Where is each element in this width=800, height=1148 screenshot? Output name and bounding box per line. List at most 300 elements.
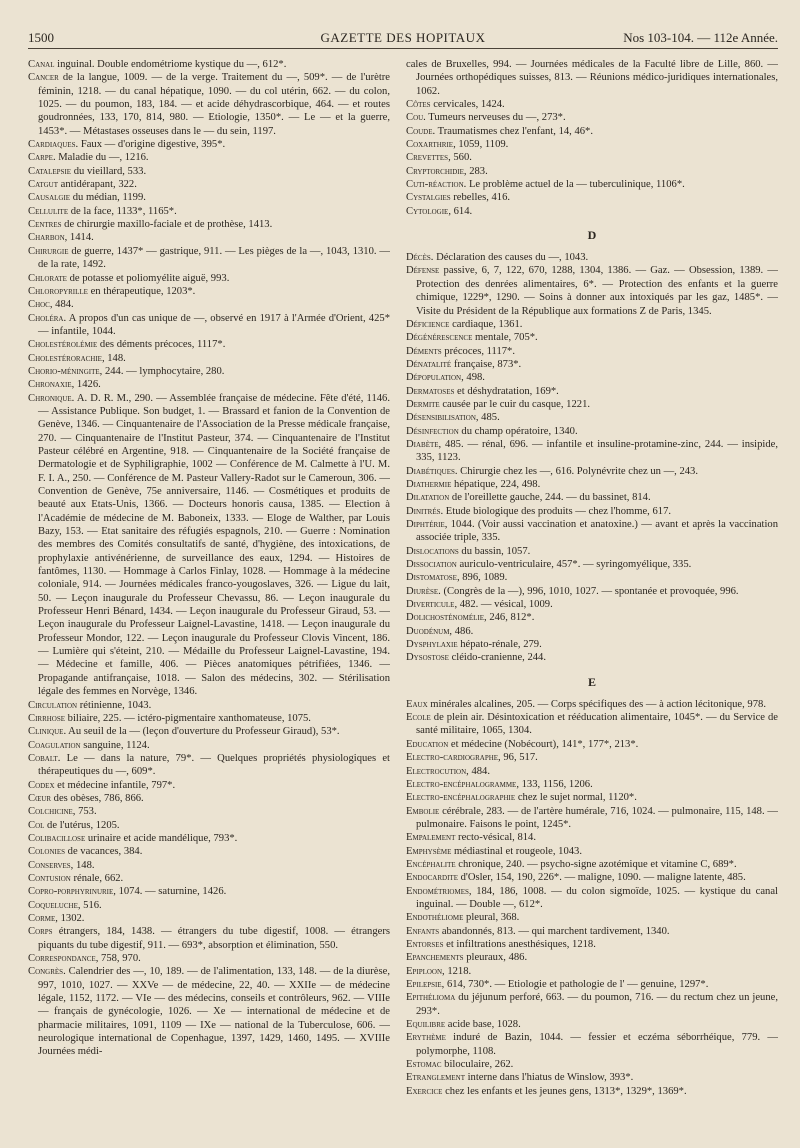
index-references: et médecine (Nobécourt), 141*, 177*, 213*. — [448, 738, 639, 750]
index-term: Déficience — [406, 318, 450, 330]
index-references: cales de Bruxelles, 994. — Journées médicales de la Faculté libre de Lille, 860. — Journées orthopédiques suisses, 813. — Réunions médico-juridiques internationales, 1062. — [406, 59, 778, 97]
index-references: sanguine, 1124. — [80, 739, 150, 751]
index-term: Electro-cardiographe, — [406, 752, 501, 764]
index-references: rebelles, 416. — [450, 192, 511, 204]
index-references: pleural, 368. — [463, 912, 520, 924]
index-term: Décès. — [406, 252, 434, 264]
index-term: Coqueluche, — [28, 899, 81, 911]
index-references: 753. — [75, 806, 97, 818]
index-entry — [406, 571, 778, 584]
index-term: Epanchements — [406, 952, 464, 964]
index-references: 184, 186, 1008. — du colon sigmoïde, 1025. — kystique du canal inguinal. — Double —, 612*. — [416, 885, 778, 910]
index-references: mentale, 705*. — [472, 332, 538, 344]
index-references: et déshydratation, 169*. — [454, 385, 559, 397]
index-entry — [406, 358, 778, 371]
index-term: Choléra. — [28, 312, 67, 324]
index-references: du bassin, 1057. — [458, 545, 531, 557]
index-term: Dilatation — [406, 492, 450, 504]
index-entry — [28, 819, 390, 832]
index-references: et médecine infantile, 797*. — [54, 779, 176, 791]
index-entry — [406, 545, 778, 558]
index-references: du champ opératoire, 1340. — [458, 425, 578, 437]
index-term: Dysostose — [406, 652, 449, 664]
index-entry — [406, 191, 778, 204]
index-term: Défense — [406, 265, 440, 277]
index-references: Etude biologique des produits — chez l'homme, 617. — [443, 505, 672, 517]
index-entry — [28, 739, 390, 752]
journal-title: GAZETTE DES HOPITAUX — [320, 30, 486, 45]
index-references: 1414. — [67, 232, 94, 244]
index-references: 482. — vésical, 1009. — [457, 599, 553, 611]
index-references: chronique, 240. — psycho-signe azotémique et vitamine C, 689*. — [455, 858, 737, 870]
index-references: 485. — rénal, 696. — infantile et insuline-protamine-zinc, 244. — insipide, 335, 1123. — [416, 438, 778, 464]
index-entry — [406, 1018, 778, 1031]
index-references: des déments précoces, 1117*. — [97, 339, 226, 351]
index-term: Contusion — [28, 872, 71, 884]
index-references: Chirurgie chez les —, 616. Polynévrite chez un —, 243. — [457, 465, 698, 477]
index-term: Dermite — [406, 398, 440, 410]
index-term: Endocardite — [406, 872, 458, 884]
index-term: Cystalgies — [406, 192, 451, 204]
index-entry — [28, 165, 390, 178]
index-references: de vacances, 384. — [65, 846, 143, 858]
index-entry — [406, 805, 778, 832]
index-term: Chronaxie, — [28, 379, 75, 391]
index-term: Colibacillose — [28, 832, 86, 844]
index-entry — [28, 925, 390, 952]
index-references: Au seuil de la — (leçon d'ouverture du Professeur Giraud), 53*. — [66, 726, 340, 738]
index-entry — [28, 178, 390, 191]
index-references: 486. — [452, 625, 474, 637]
index-entry — [28, 392, 390, 699]
index-references: 148. — [104, 352, 126, 364]
index-references: 485. — [478, 412, 500, 424]
index-references: acide base, 1028. — [445, 1019, 521, 1031]
index-entry — [406, 598, 778, 611]
index-term: Epilepsie, — [406, 979, 445, 990]
index-references: 244. — lymphocytaire, 280. — [102, 365, 225, 377]
index-entry — [28, 245, 390, 272]
index-entry — [28, 899, 390, 912]
index-entry — [406, 711, 778, 738]
index-term: Centres — [28, 219, 62, 231]
index-term: Désensibilisation, — [406, 412, 479, 424]
index-term: Diathermie — [406, 478, 452, 490]
index-term: Clinique. — [28, 726, 67, 738]
index-references: d'Osler, 154, 190, 226*. — maligne, 1090. — maligne latente, 485. — [457, 872, 746, 884]
index-entry — [28, 312, 390, 339]
index-references: biloculaire, 262. — [441, 1059, 514, 1071]
section-letter-e: E — [587, 674, 596, 689]
index-references: 1059, 1109. — [455, 139, 509, 151]
index-references: interne dans l'hiatus de Winslow, 393*. — [464, 1072, 634, 1084]
index-entry — [28, 352, 390, 365]
index-entry — [28, 952, 390, 965]
index-term: Electrocution, — [406, 765, 469, 777]
index-entry — [406, 938, 778, 951]
index-term: Eaux — [406, 698, 428, 710]
index-entry — [406, 558, 778, 571]
index-term: Côtes — [406, 99, 431, 111]
index-references: passive, 6, 7, 122, 670, 1288, 1304, 1386. — Gaz. — Obsession, 1389. — Protection des denrées alimentaires, 6*. — Protection des enfants et la guerre chimique, 1229*, 1290. — Soins à donner aux intoxiqués par les gaz, 1485*. — Visite du Président de la République aux formations Z de Paris, 1345. — [416, 265, 778, 317]
index-term: Coxarthrie, — [406, 139, 456, 151]
index-term: Cholestérolémie — [28, 339, 98, 351]
right-column — [406, 58, 778, 1142]
index-term: Causalgie — [28, 192, 71, 204]
index-entry — [406, 1085, 778, 1098]
index-term: Circulation — [28, 699, 78, 711]
left-column — [28, 58, 390, 1142]
index-references: 614. — [450, 205, 473, 217]
index-term: Cancer — [28, 72, 59, 84]
index-term: Duodénum, — [406, 625, 453, 637]
index-term: Dinitrés. — [406, 505, 444, 517]
index-references: 498. — [463, 372, 485, 384]
index-references: pleuraux, 486. — [463, 952, 528, 964]
index-term: Education — [406, 738, 449, 750]
index-term: Cytologie, — [406, 205, 451, 217]
index-entry — [28, 231, 390, 244]
section-e-entries — [406, 698, 778, 1098]
index-term: Equilibre — [406, 1019, 446, 1031]
index-term: Endométriomes, — [406, 885, 472, 897]
index-references: 896, 1089. — [459, 572, 508, 584]
index-entry — [406, 491, 778, 504]
index-term: Etranglement — [406, 1072, 465, 1084]
index-term: Diabète, — [406, 438, 442, 450]
index-term: Chloropyrille — [28, 285, 88, 297]
index-term: Erythème — [406, 1032, 446, 1044]
index-references: de l'oreillette gauche, 244. — du bassinet, 814. — [449, 492, 651, 504]
index-entry — [406, 858, 778, 871]
index-entry — [406, 638, 778, 651]
index-term: Dégénérescence — [406, 332, 473, 344]
index-references: 560. — [450, 152, 472, 164]
page-number: 1500 — [28, 30, 54, 45]
index-entry — [406, 505, 778, 518]
index-entry — [406, 751, 778, 764]
index-entry — [28, 832, 390, 845]
index-entry — [406, 831, 778, 844]
index-references: rénale, 662. — [70, 872, 124, 884]
index-references: du médian, 1199. — [70, 192, 146, 204]
index-references: médiastinal et rougeole, 1043. — [451, 845, 582, 857]
index-references: cardiaque, 1361. — [449, 318, 523, 330]
index-references: Le problème actuel de la — tuberculinique, 1106*. — [466, 179, 685, 191]
index-entry — [28, 725, 390, 738]
index-entry — [28, 792, 390, 805]
index-entry — [406, 778, 778, 791]
index-entry — [28, 752, 390, 779]
index-term: Diverticule, — [406, 599, 458, 611]
index-references: (Congrès de la —), 996, 1010, 1027. — spontanée et provoquée, 996. — [440, 585, 739, 597]
index-term: Empalement — [406, 832, 456, 844]
index-references: de chirurgie maxillo-faciale et de prothèse, 1413. — [61, 219, 273, 231]
index-references: de la langue, 1009. — de la verge. Traitement du —, 509*. — de l'urètre féminin, 1218. — du canal hépatique, 1090. — du col utérin, 662. — du colon, 1025. — du poumon, 183, 184. — et acide déhydrascorbique, 464. — et routes goudronnées, 133, 170, 814, 980. — Etiologie, 1350*. — Le — et la guerre, 1453*. — Métastases osseuses dans le — du sein, 1197. — [38, 72, 390, 137]
index-references: Déclaration des causes du —, 1043. — [433, 252, 589, 264]
index-references: 614, 730*. — Etiologie et pathologie de l' — genuine, 1297*. — [444, 979, 709, 990]
index-entry — [28, 872, 390, 885]
index-term: Diphtérie, — [406, 519, 448, 530]
index-term: Cholestérorachie, — [28, 352, 105, 364]
running-header — [28, 28, 778, 49]
section-d-entries — [406, 251, 778, 665]
index-term: Dysphylaxie — [406, 639, 458, 651]
index-term: Diabétiques. — [406, 465, 458, 477]
index-entry — [28, 699, 390, 712]
index-references: 484. — [468, 765, 490, 777]
index-references: étrangers, 184, 1438. — étrangers du tube digestif, 1008. — étrangers piquants du tube digestif, 911. — 693*, absorption et élimination, 550. — [38, 926, 390, 951]
index-references: 96, 517. — [500, 752, 538, 764]
index-entry — [406, 1071, 778, 1084]
index-term: Distomatose, — [406, 572, 460, 584]
index-entry — [28, 365, 390, 378]
index-references: hépatique, 224, 498. — [451, 478, 541, 490]
index-term: Dissociation — [406, 559, 457, 571]
index-term: Colchicine, — [28, 806, 76, 818]
index-references: Tumeurs nerveuses du —, 273*. — [425, 112, 566, 124]
index-entry — [406, 58, 778, 98]
index-entry — [406, 738, 778, 751]
index-entry — [28, 805, 390, 818]
index-term: Encéphalite — [406, 858, 456, 870]
index-term: Embolie — [406, 805, 440, 817]
index-references: de l'utérus, 1205. — [44, 819, 120, 831]
index-references: cervicales, 1424. — [430, 99, 505, 111]
index-references: précoces, 1117*. — [441, 345, 515, 357]
index-references: urinaire et acide mandélique, 793*. — [85, 832, 238, 844]
index-entry — [28, 138, 390, 151]
index-term: Cœur — [28, 792, 52, 804]
index-entry — [406, 318, 778, 331]
index-references: causée par le cuir du casque, 1221. — [439, 398, 591, 410]
index-references: chez les enfants et les jeunes gens, 1313*, 1329*, 1369*. — [442, 1085, 687, 1097]
index-references: auriculo-ventriculaire, 457*. — syringomyélique, 335. — [456, 559, 692, 571]
index-entry — [406, 465, 778, 478]
index-references: biliaire, 225. — ictéro-pigmentaire xanthomateuse, 1075. — [65, 712, 311, 724]
index-entry — [28, 272, 390, 285]
index-references: Calendrier des —, 10, 189. — de l'alimentation, 133, 148. — de la diurèse, 997, 1010, 1027. — XXVe — de médecine, 22, 40. — XXIIe — de médecine légale, 1152, 1172. — VIe — des médecins, conseils et contrôleurs, 962. — VIIIe — français de gynécologie, 1026. — Xe — international de médecine et de pharmacie militaires, 1091, 1109 — IXe — national de la Tuberculose, 606. — neurologique international de Copenhague, 1397, 1429, 1460, 1495. — XVIIIe Journées médi- — [38, 966, 390, 1058]
index-entry — [406, 925, 778, 938]
index-term: Conserves, — [28, 859, 74, 871]
index-entry — [406, 478, 778, 491]
index-term: Endothéliome — [406, 912, 464, 924]
index-references: du jéjunum perforé, 663. — du poumon, 716. — du rectum chez un jeune, 293*. — [416, 992, 778, 1017]
index-entry — [406, 791, 778, 804]
index-references: A. D. R. M., 290. — Assemblée française de médecine. Fête d'été, 1146. — Assistance Publique. Son budget, 1. — Brassard et fanion de la Convention de Genève, 1346. — Cinquantenaire de l'Association de la Presse médicale française, 270. — Cinquantenaire de l'Institut Pasteur, 374. — Cinquantenaire de l'Institut Pasteur célébré en Argentine, 918. — Cinquantenaire de la Société française de Dermatologie et de Syphiligraphie, 1002 — Conférence de M. Calmette à l'U. M. F. I. A., 250. — Conférence de M. Pasteur Vallery-Radot sur le Cameroun, 306. — Convention de Genève, 75e anniversaire, 1146. — Cosmétiques et produits de beauté aux Etats-Unis, 1366. — Docteurs honoris causa, 1385. — Election à l'Académie de médecine de M. Baboneix, 1333. — Eloge de Walther, par Louis Bazy, 153. — Etat sanitaire des réfugiés espagnols, 210. — Guerre : Nomination des membres des Comités consultatifs de santé, d'hygiène, des intoxications, de prophylaxie antivénérienne, de surveillance des eaux, 1294. — Histoires de fantômes, 1130. — Hommage à Carlos Finlay, 1028. — Hommage à la médecine coloniale, 914. — Journées médicales franco-yougoslaves, 326. — Ligue du lait, 50. — Leçon inaugurale du Professeur Chevassu, 86. — Leçon inaugurale du Professeur Henri Bénard, 1434. — Leçon inaugurale du Professeur Giraud, 53. — Leçon inaugurale du Professeur Laignel-Lavastine, 1418. — Leçon inaugurale du Professeur Mondor, 122. — Leçon inaugurale du Professeur Clovis Vincent, 186. — Lumière qui s'éteint, 210. — Médaille du Professeur Laignel-Lavastine, 194. — Médecine et famille, 406. — Pièces anatomiques pétrifiées, 1346. — Propagande antifrançaise, 1018. — Salon des médecins, 302. — Stérilisation légale des femmes en Norvège, 1346. — [38, 392, 390, 698]
index-entry — [28, 191, 390, 204]
index-term: Chirurgie — [28, 245, 69, 257]
index-references: rétinienne, 1043. — [77, 699, 152, 711]
index-term: Déments — [406, 345, 442, 357]
index-entry — [406, 991, 778, 1018]
index-term: Diurèse. — [406, 585, 441, 597]
index-term: Electro-encéphalographie — [406, 792, 516, 804]
index-references: en thérapeutique, 1203*. — [87, 285, 196, 297]
index-references: 516. — [80, 899, 102, 911]
index-references: 283. — [466, 165, 488, 177]
index-references: de plein air. Désintoxication et rééducation alimentaire, 1045*. — du Service de santé militaire, 1065, 1304. — [416, 712, 778, 737]
index-references: de potasse et poliomyélite aiguë, 993. — [66, 272, 230, 284]
index-entry — [406, 264, 778, 317]
index-entry — [406, 425, 778, 438]
index-references: de guerre, 1437* — gastrique, 911. — Les pièges de la —, 1043, 1310. — de la rate, 1492. — [38, 245, 390, 271]
index-term: Chronique. — [28, 392, 75, 404]
index-term: Chorio-méningite, — [28, 365, 103, 377]
index-term: Dénatalité — [406, 358, 452, 370]
index-entry — [28, 151, 390, 164]
index-entry — [406, 585, 778, 598]
index-entry — [406, 178, 778, 191]
index-entry — [406, 398, 778, 411]
index-term: Copro-porphyrinurie, — [28, 886, 116, 898]
index-entry — [406, 518, 778, 545]
index-entry — [406, 951, 778, 964]
index-entry — [406, 845, 778, 858]
index-references: A propos d'un cas unique de —, observé en 1917 à l'Armée d'Orient, 425* — infantile, 1044. — [38, 312, 390, 337]
index-entry — [28, 859, 390, 872]
index-columns — [28, 58, 778, 1142]
index-entry — [406, 698, 778, 711]
index-entry — [406, 438, 778, 465]
index-references: et infiltrations anesthésiques, 1218. — [443, 938, 596, 950]
index-entry — [406, 111, 778, 124]
index-references: 148. — [73, 859, 95, 871]
index-entry — [406, 251, 778, 264]
index-term: Désinfection — [406, 425, 459, 437]
index-term: Crevettes, — [406, 152, 451, 164]
index-entry — [406, 651, 778, 664]
index-entry — [28, 845, 390, 858]
index-entry — [406, 625, 778, 638]
index-entry — [28, 912, 390, 925]
index-references: du vieillard, 533. — [71, 165, 147, 177]
index-entry — [28, 218, 390, 231]
index-references: 1302. — [57, 913, 85, 924]
index-term: Estomac — [406, 1059, 442, 1071]
index-entry — [406, 965, 778, 978]
index-term: Carpe. — [28, 152, 56, 164]
index-references: Traumatismes chez l'enfant, 14, 46*. — [435, 125, 594, 137]
index-entry — [406, 611, 778, 624]
index-term: Cou. — [406, 112, 426, 124]
index-entry — [406, 911, 778, 924]
index-entry — [28, 298, 390, 311]
index-entry — [406, 98, 778, 111]
index-term: Col — [28, 819, 45, 831]
index-references: antidérapant, 322. — [58, 179, 137, 191]
index-term: Codex — [28, 779, 55, 791]
index-references: 133, 1156, 1206. — [518, 778, 593, 790]
index-references: recto-vésical, 814. — [455, 832, 536, 844]
index-entry — [406, 345, 778, 358]
index-references: Le — dans la nature, 79*. — Quelques propriétés physiologiques et thérapeutiques du —, 609*. — [38, 752, 390, 778]
index-references: Maladie du —, 1216. — [55, 152, 149, 164]
index-entry — [28, 285, 390, 298]
index-entry — [406, 151, 778, 164]
index-entry — [28, 71, 390, 138]
index-entry — [406, 765, 778, 778]
index-term: Correspondance, — [28, 953, 99, 965]
index-entry — [406, 871, 778, 884]
index-references: 484. — [52, 299, 74, 311]
index-entry — [406, 978, 778, 991]
index-term: Colonies — [28, 846, 66, 858]
index-term: Epiploon, — [406, 965, 445, 977]
index-entry — [406, 1058, 778, 1071]
index-references: Faux — d'origine digestive, 395*. — [78, 139, 226, 151]
index-term: Coude. — [406, 125, 436, 137]
right-column-top-entries — [406, 58, 778, 218]
index-term: Ecole — [406, 712, 431, 724]
index-term: Dislocations — [406, 545, 459, 557]
index-term: Exercice — [406, 1085, 443, 1097]
index-term: Dermatoses — [406, 385, 455, 397]
index-term: Dolichosténomélie, — [406, 612, 487, 624]
index-term: Corme, — [28, 913, 58, 924]
index-references: inguinal. Double endométriome kystique du —, 612*. — [54, 59, 287, 70]
index-term: Electro-encéphalogramme, — [406, 778, 519, 790]
index-entry — [406, 371, 778, 384]
index-entry — [406, 411, 778, 424]
index-term: Cardiaques. — [28, 139, 79, 151]
index-entry — [28, 58, 390, 71]
index-term: Dépopulation, — [406, 372, 464, 384]
index-entry — [28, 205, 390, 218]
index-entry — [28, 779, 390, 792]
index-term: Emphysème — [406, 845, 452, 857]
index-references: cléido-cranienne, 244. — [448, 652, 546, 664]
index-term: Cobalt. — [28, 752, 61, 764]
index-references: 1044. (Voir aussi vaccination et anatoxine.) — avant et après la vaccination associée triple, 335. — [416, 519, 778, 544]
index-term: Cellulite — [28, 205, 69, 217]
index-entry — [28, 712, 390, 725]
index-entry — [28, 338, 390, 351]
index-references: des obèses, 786, 866. — [51, 792, 144, 804]
index-term: Chlorate — [28, 272, 67, 284]
index-term: Canal — [28, 59, 55, 70]
index-entry — [28, 965, 390, 1058]
issue-info: Nos 103-104. — 112e Année. — [623, 30, 778, 45]
index-term: Enfants — [406, 925, 440, 937]
index-term: Catalepsie — [28, 165, 72, 177]
index-references: 1074. — saturnine, 1426. — [115, 886, 227, 898]
index-entry — [406, 331, 778, 344]
index-term: Cryptorchidie, — [406, 165, 467, 177]
index-term: Congrès. — [28, 966, 66, 978]
index-references: 246, 812*. — [486, 612, 535, 624]
index-term: Choc, — [28, 299, 53, 311]
index-entry — [406, 385, 778, 398]
index-entry — [28, 378, 390, 391]
index-references: 1426. — [74, 379, 101, 391]
index-references: induré de Bazin, 1044. — fessier et eczéma séborrhéique, 779. — polymorphe, 1108. — [416, 1032, 778, 1057]
index-references: 758, 970. — [98, 953, 141, 965]
index-term: Coagulation — [28, 739, 81, 751]
index-references: 1218. — [444, 965, 472, 977]
index-term: Cirrhose — [28, 712, 66, 724]
index-term: Cuti-réaction. — [406, 179, 467, 191]
index-entry — [28, 885, 390, 898]
index-references: hépato-rénale, 279. — [457, 639, 542, 651]
index-entry — [406, 125, 778, 138]
index-entry — [406, 885, 778, 912]
index-term: Charbon, — [28, 232, 68, 244]
index-entry — [406, 138, 778, 151]
index-references: abandonnés, 813. — qui marchent tardivement, 1340. — [439, 925, 670, 937]
index-entry — [406, 205, 778, 218]
index-entry — [406, 1031, 778, 1058]
